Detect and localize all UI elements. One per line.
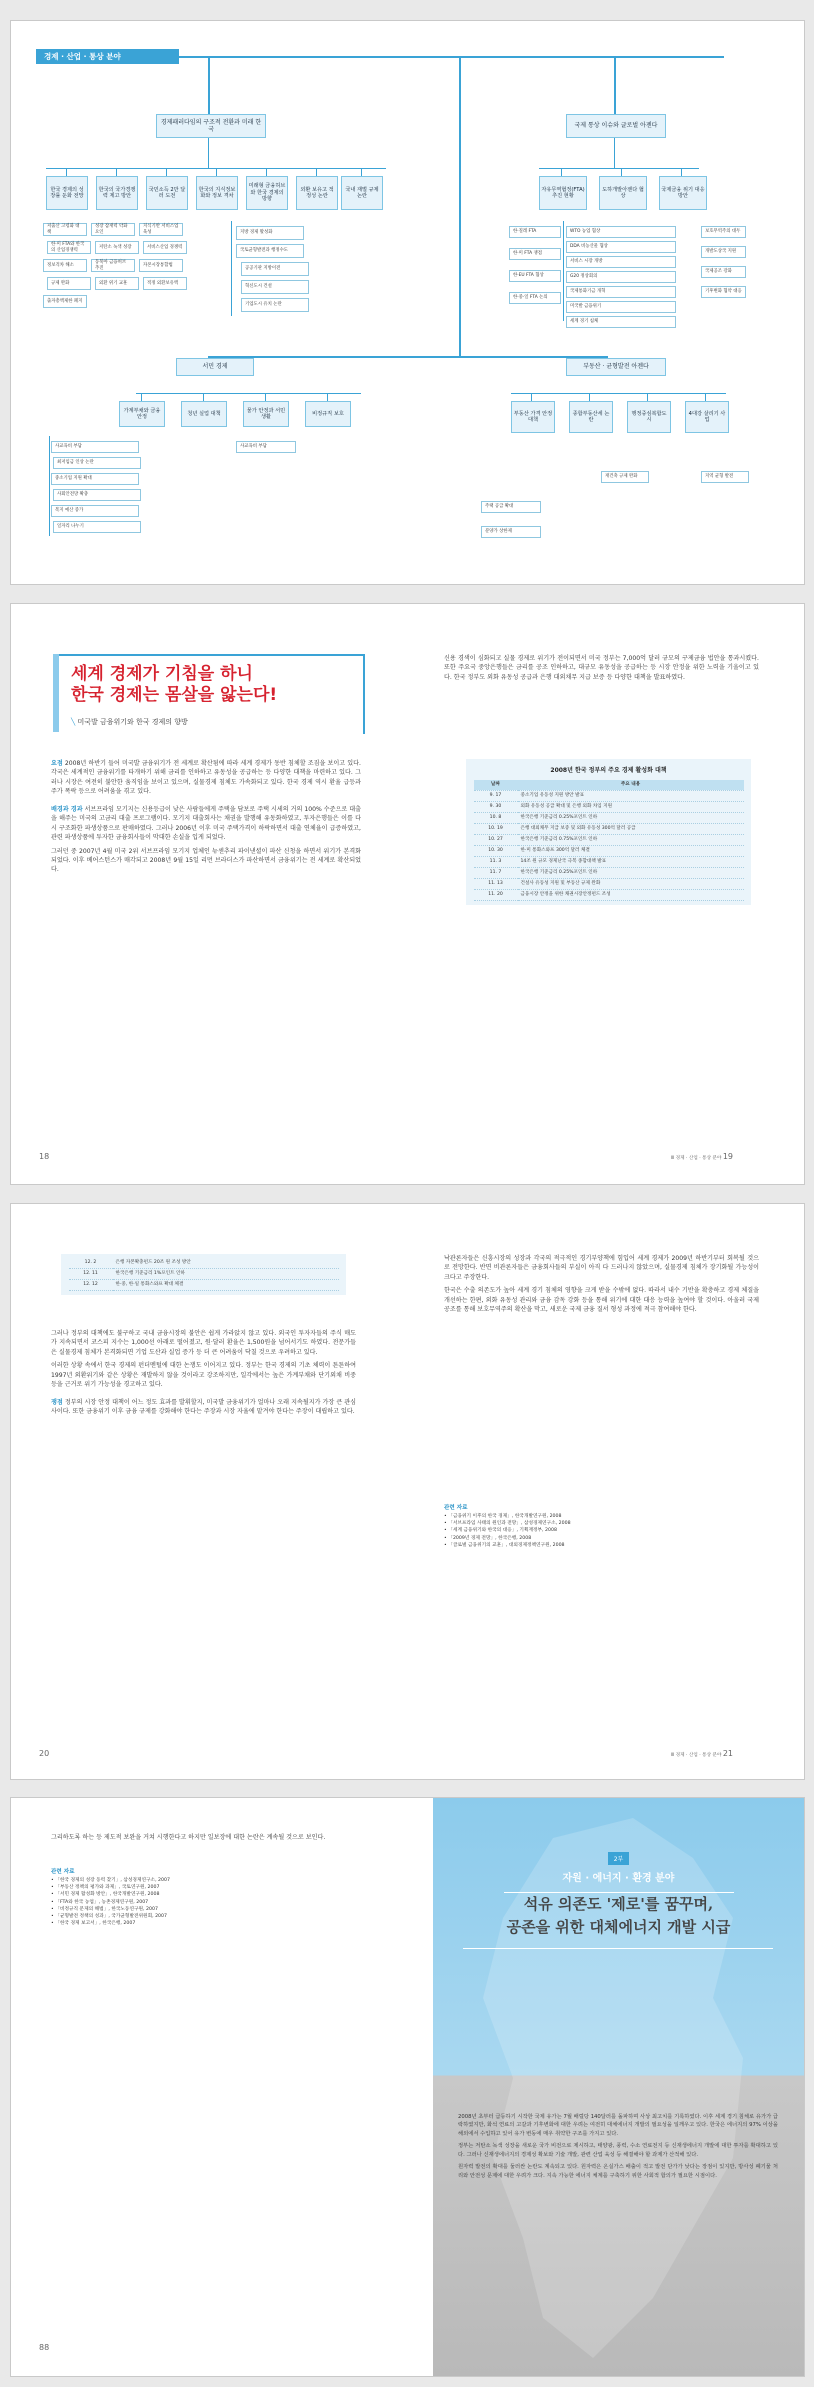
table-row — [474, 790, 744, 801]
table-cell-date: 12. 12 — [69, 1279, 113, 1290]
table-row — [474, 823, 744, 834]
table-cell-content: 중소기업 유동성 지원 방안 발표 — [518, 790, 744, 801]
left-topic-box: 미래형 금융허브와 한국 경제의 방향 — [246, 176, 288, 210]
connector — [116, 168, 117, 176]
connector — [327, 393, 328, 401]
page-spread-88 — [10, 1797, 805, 2377]
right-topic-box: 도하개발아젠다 협상 — [599, 176, 647, 210]
page-spread-20-21 — [10, 1203, 805, 1780]
right-subtopic: 한·칠레 FTA — [509, 226, 561, 238]
table-cell-content: 은행 대외채무 지급 보증 및 외화 유동성 300억 달러 공급 — [518, 823, 744, 834]
low-left-topic: 물가 안정과 서민 생활 — [243, 401, 289, 427]
connector — [589, 393, 590, 401]
page-number-left: 18 — [39, 1152, 50, 1161]
low-left-topic: 비정규직 보호 — [305, 401, 351, 427]
policy-table-continued — [61, 1254, 346, 1295]
table-cell-content: 한·미 통화스와프 300억 달러 체결 — [518, 845, 744, 856]
right-subtopic: 서비스 시장 개방 — [566, 256, 676, 268]
left-subtopic: 저탄소 녹색 성장 — [95, 241, 139, 254]
connector — [203, 393, 204, 401]
low-right-subtopic: 재건축 규제 완화 — [601, 471, 649, 483]
right-subtopic: 한·미 FTA 쟁점 — [509, 248, 561, 260]
right-subtopic: 보호무역주의 대두 — [701, 226, 746, 238]
low-left-subtopic: 사회안전망 확충 — [53, 489, 141, 501]
table-cell-content: 한국은행 기준금리 0.25%포인트 인하 — [518, 867, 744, 878]
left-topic-box: 한국의 지식정보화와 정보 격차 — [196, 176, 238, 210]
low-right-topic: 부동산 가격 안정 대책 — [511, 401, 555, 433]
chapter-category: 자원 · 에너지 · 환경 분야 — [562, 1873, 675, 1884]
low-left-topic: 가계부채와 금융 안정 — [119, 401, 165, 427]
connector — [316, 168, 317, 176]
table-row — [474, 889, 744, 900]
article-right-column: 낙관론자들은 신흥시장의 성장과 각국의 적극적인 경기부양책에 힘입어 세계 경제가 2009년 하반기부터 회복될 것으로 전망한다. 반면 비관론자들은 금융회사들의 부실이 아직 다 드러나지 않았으며, 실물경제 침체가 장기화될 가능성이 크다고 주장한다. 한국은 수출 의존도가 높아 세계 경기 침체의 영향을 크게 받을 수밖에 없다. 따라서 내수 기반을 확충하고 경제 체질을 개선하는 한편, 외화 유동성 관리와 금융 감독 강화 등을 통해 위기에 대한 대응 능력을 높여야 할 것이다. 아울러 국제 공조를 통해 보호무역주의 확산을 막고, 새로운 국제 금융 질서 형성 과정에 적극 참여해야 한다. — [444, 1255, 759, 1314]
left-subtopic: 자본시장통합법 — [139, 259, 183, 272]
table-cell-date: 11. 3 — [474, 856, 518, 867]
low-right-topic: 4대강 살리기 사업 — [685, 401, 729, 433]
reference-item: • 「글로벌 금융위기의 교훈」, 대외경제정책연구원, 2008 — [444, 1542, 565, 1548]
reference-item: • 「한국 경제의 성장 동력 찾기」, 삼성경제연구소, 2007 — [51, 1877, 170, 1883]
article-title: 세계 경제가 기침을 하니 한국 경제는 몸살을 앓는다! — [71, 664, 278, 706]
table-row — [474, 867, 744, 878]
connector — [166, 168, 167, 176]
references: 관련 자료 • 「금융위기 이후의 한국 경제」, 한국개발연구원, 2008 • 「서브프라임 사태의 원인과 전망」, 삼성경제연구소, 2008 • 「세계 금융위기와 한국의 대응」, 기획재정부, 2008 • 「2009년 경제 전망」, 한국은행, 2008 • 「글로벌 금융위기의 교훈」, 대외경제정책연구원, 2008 — [444, 1504, 759, 1549]
low-left-topic: 청년 실업 대책 — [181, 401, 227, 427]
connector — [141, 393, 142, 401]
table-cell-content: 한국은행 기준금리 1%포인트 인하 — [113, 1268, 339, 1279]
chapter-headline: 석유 의존도 '제로'를 꿈꾸며, 공존을 위한 대체에너지 개발 시급 — [506, 1895, 731, 1936]
page-number-right: Ⅲ 경제 · 산업 · 통상 분야 21 — [671, 1749, 734, 1758]
connector — [531, 393, 532, 401]
references: 관련 자료 • 「한국 경제의 성장 동력 찾기」, 삼성경제연구소, 2007 • 「부동산 정책의 평가와 과제」, 국토연구원, 2007 • 「서민 경제 활성화 방안」, 한국개발연구원, 2008 • 「FTA와 한국 농업」, 농촌경제연구원, 2007 • 「비정규직 문제의 해법」, 한국노동연구원, 2007 • 「균형발전 정책의 성과」, 국가균형발전위원회, 2007 • 「한국 경제 보고서」, 한국은행, 2007 — [51, 1868, 351, 1928]
connector — [647, 393, 648, 401]
left-subtopic: 출자총액제한 폐지 — [43, 295, 87, 308]
right-subtopic: 개발도상국 지원 — [701, 246, 746, 258]
connector — [705, 393, 706, 401]
right-subtopic: WTO 농업 협상 — [566, 226, 676, 238]
branch-trade-agenda: 국제 통상 이슈와 글로벌 아젠다 — [566, 114, 666, 138]
right-subtopic: 세계 경기 침체 — [566, 316, 676, 328]
reference-item: • 「서민 경제 활성화 방안」, 한국개발연구원, 2008 — [51, 1892, 160, 1898]
low-right-subtopic: 주택 공급 확대 — [481, 501, 541, 513]
right-subtopic: 한·EU FTA 협상 — [509, 270, 561, 282]
page-number-left: 20 — [39, 1749, 50, 1758]
table-row — [474, 856, 744, 867]
article-left-column: 그러나 정부의 대책에도 불구하고 국내 금융시장의 불안은 쉽게 가라앉지 않고 있다. 외국인 투자자들의 주식 매도가 지속되면서 코스피 지수는 1,000선 아래로 떨어졌고, 원·달러 환율은 1,500원을 넘어서기도 하였다. 전문가들은 실물경제 침체가 본격화되면 기업 도산과 실업 증가 등 더 큰 어려움이 닥칠 것으로 우려하고 있다. 이러한 상황 속에서 한국 경제의 펀더멘털에 대한 논쟁도 이어지고 있다. 정부는 한국 경제의 기초 체력이 튼튼하여 1997년 외환위기와 같은 상황은 재발하지 않을 것이라고 강조하지만, 일각에서는 높은 가계부채와 단기외채 비중 등을 근거로 위기 가능성을 경고하고 있다. 쟁점 정부의 시장 안정 대책이 어느 정도 효과를 발휘할지, 미국발 금융위기가 얼마나 오래 지속될지가 가장 큰 관심사이다. 또한 금융위기 이후 금융 규제를 강화해야 한다는 주장과 시장 자율에 맡겨야 한다는 주장이 대립하고 있다. — [51, 1330, 356, 1416]
low-left-subtopic-extra: 사교육비 부담 — [236, 441, 296, 453]
page-number-left: 88 — [39, 2343, 50, 2352]
mid-subtopic: 국토균형발전과 행정수도 — [236, 244, 304, 258]
left-topic-box: 국내 재벌 규제 논란 — [341, 176, 383, 210]
right-subtopic: 국제공조 강화 — [701, 266, 746, 278]
chapter-kicker: 2부 — [608, 1852, 630, 1865]
connector — [621, 168, 622, 176]
table-cell-content: 한국은행 기준금리 0.75%포인트 인하 — [518, 834, 744, 845]
table-cell-date: 10. 8 — [474, 812, 518, 823]
low-right-subtopic: 분양가 상한제 — [481, 526, 541, 538]
mid-subtopic: 공공기관 지방이전 — [241, 262, 309, 276]
right-topic-box: 국제금융 위기 대응 방안 — [659, 176, 707, 210]
connector — [561, 168, 562, 176]
branch-livelihood-economy: 서민 경제 — [176, 358, 254, 376]
table-row — [69, 1258, 339, 1268]
left-subtopic: 한·미 FTA와 한국의 산업경쟁력 — [47, 241, 91, 254]
chapter-body: 2008년 초부터 급등하기 시작한 국제 유가는 7월 배럴당 140달러를 돌파하며 사상 최고치를 기록하였다. 이후 세계 경기 침체로 유가가 급락하였지만, 화석 연료의 고갈과 기후변화에 대한 우려는 여전히 대체에너지 개발의 필요성을 일깨우고 있다. 한국은 에너지의 97% 이상을 해외에서 수입하고 있어 유가 변동에 매우 취약한 구조를 가지고 있다. 정부는 저탄소 녹색 성장을 새로운 국가 비전으로 제시하고, 태양광, 풍력, 수소 연료전지 등 신재생에너지 개발에 대한 투자를 확대하고 있다. 그러나 신재생에너지의 경제성 확보와 기술 개발, 관련 산업 육성 등 해결해야 할 과제가 산적해 있다. 원자력 발전의 확대를 둘러싼 논란도 계속되고 있다. 원자력은 온실가스 배출이 적고 발전 단가가 낮다는 장점이 있지만, 방사성 폐기물 처리와 안전성 문제에 대한 우려가 크다. 지속 가능한 에너지 체계를 구축하기 위한 사회적 합의가 필요한 시점이다. — [458, 2114, 778, 2179]
connector — [231, 221, 232, 316]
article-left-column: 요점 2008년 하반기 들어 미국발 금융위기가 전 세계로 확산됨에 따라 세계 경제가 동반 침체할 조짐을 보이고 있다. 각국은 세계적인 금융위기를 타개하기 위해 금리를 인하하고 유동성을 공급하는 등 다양한 대책을 마련하고 있다. 그러나 시장은 여전히 불안한 움직임을 보이고 있으며, 실물경제 침체도 가속화되고 있다. 한국 경제 역시 환율 급등과 주가 폭락 등으로 어려움을 겪고 있다. 배경과 경과 서브프라임 모기지는 신용등급이 낮은 사람들에게 주택을 담보로 주택 시세의 거의 100% 수준으로 대출을 해주는 미국의 고금리 대출 프로그램이다. 모기지 대출회사는 채권을 발행해 유동화하였고, 투자은행들은 이를 다시 구조화한 파생상품으로 판매하였다. 그러나 2006년 이후 미국 주택가격이 하락하면서 대출 연체율이 급증하였고, 관련 파생상품에 투자한 금융회사들이 막대한 손실을 입게 되었다. 그러던 중 2007년 4월 미국 2위 서브프라임 모기지 업체인 뉴센추리 파이낸셜이 파산 신청을 하면서 위기가 본격화되었다. 이후 베어스턴스가 매각되고 2008년 9월 15일 리먼 브라더스가 파산하면서 금융위기는 전 세계로 확산되었다. — [51, 760, 361, 874]
reference-item: • 「부동산 정책의 평가와 과제」, 국토연구원, 2007 — [51, 1884, 160, 1890]
chapter-opener — [433, 1798, 804, 2376]
left-subtopic: 적정 외환보유액 — [143, 277, 187, 290]
table-cell-content: 금융시장 안정을 위한 채권시장안정펀드 조성 — [518, 889, 744, 900]
left-subtopic: 규제 완화 — [47, 277, 91, 290]
mid-subtopic: 혁신도시 건설 — [241, 280, 309, 294]
category-header: 경제 · 산업 · 통상 분야 — [36, 49, 179, 64]
mid-subtopic: 지방 경제 활성화 — [236, 226, 304, 240]
page-spread-18-19 — [10, 603, 805, 1185]
branch-economic-paradigm: 경제패러다임의 구조적 전환과 미래 한국 — [156, 114, 266, 138]
table-cell-content: 한·중, 한·일 통화스와프 확대 체결 — [113, 1279, 339, 1290]
table-cell-content: 외화 유동성 공급 확대 및 은행 외화 차입 지원 — [518, 801, 744, 812]
left-topic-box: 국민소득 2만 달러 도전 — [146, 176, 188, 210]
page-mindmap — [10, 20, 805, 585]
table-cell-date: 12. 11 — [69, 1268, 113, 1279]
low-left-subtopic: 중소기업 지원 확대 — [51, 473, 139, 485]
connector — [66, 168, 67, 176]
table-row — [474, 878, 744, 889]
left-subtopic: 서비스산업 경쟁력 — [143, 241, 187, 254]
article-top-text: 그리하도록 하는 등 제도적 보완을 거쳐 시행한다고 하지만 일보장에 대한 논란은 계속될 것으로 보인다. — [51, 1834, 326, 1841]
left-subtopic: 외환 위기 교훈 — [95, 277, 139, 290]
policy-table: 2008년 한국 정부의 주요 경제 활성화 대책 날짜 주요 내용 9. 17 중소기업 유동성 지원 방안 발표 9. 30 외화 유동성 공급 확대 및 은행 외화 차입 지원 10. 8 한국은행 기준금리 0.25%포인트 인하 10. 19 은행 대외채무 지급 보증 및 외화 유동성 300억 달러 공급 10. 27 한국은행 기준금리 0.75%포인트 인하 10. 30 한·미 통화스와프 300억 달러 체결 11. 3 14조 원 규모 경제난국 극복 종합대책 발표 11. 7 한국은행 기준금리 0.25%포인트 인하 11. 13 건설사 유동성 지원 및 부동산 규제 완화 11. 20 금융시장 안정을 위한 채권시장안정펀드 조성 — [466, 759, 751, 905]
left-subtopic: 성장 잠재력 약화 요인 — [91, 223, 135, 236]
left-subtopic: 동북아 금융허브 추진 — [91, 259, 135, 272]
table-cell-date: 10. 27 — [474, 834, 518, 845]
table-cell-content: 건설사 유동성 지원 및 부동산 규제 완화 — [518, 878, 744, 889]
left-subtopic: 정보격차 해소 — [43, 259, 87, 272]
left-topic-box: 외환 보유고 적정성 논란 — [296, 176, 338, 210]
table-cell-date: 11. 13 — [474, 878, 518, 889]
reference-item: • 「FTA와 한국 농업」, 농촌경제연구원, 2007 — [51, 1899, 149, 1905]
table-row — [474, 812, 744, 823]
connector — [265, 393, 266, 401]
connector — [266, 168, 267, 176]
table-cell-content: 14조 원 규모 경제난국 극복 종합대책 발표 — [518, 856, 744, 867]
right-subtopic: 한·중·일 FTA 논의 — [509, 292, 561, 304]
reference-item: • 「서브프라임 사태의 원인과 전망」, 삼성경제연구소, 2008 — [444, 1520, 571, 1526]
reference-item: • 「금융위기 이후의 한국 경제」, 한국개발연구원, 2008 — [444, 1513, 562, 1519]
low-right-topic: 종합부동산세 논란 — [569, 401, 613, 433]
left-subtopic: 저출산 고령화 대책 — [43, 223, 87, 236]
right-subtopic: G20 정상회의 — [566, 271, 676, 283]
table-row — [474, 834, 744, 845]
table-cell-date: 10. 30 — [474, 845, 518, 856]
low-left-subtopic: 사교육비 부담 — [51, 441, 139, 453]
left-topic-box: 한국 경제의 성장률 둔화 전망 — [46, 176, 88, 210]
right-subtopic: DDA 비농산물 협상 — [566, 241, 676, 253]
table-row — [69, 1279, 339, 1290]
low-right-topic: 행정중심복합도시 — [627, 401, 671, 433]
reference-item: • 「세계 금융위기와 한국의 대응」, 기획재정부, 2008 — [444, 1528, 557, 1534]
low-left-subtopic: 복지 예산 증가 — [51, 505, 139, 517]
connector — [361, 168, 362, 176]
connector — [563, 221, 564, 321]
low-left-subtopic: 최저임금 인상 논란 — [53, 457, 141, 469]
low-left-subtopic: 일자리 나누기 — [53, 521, 141, 533]
table-cell-date: 10. 19 — [474, 823, 518, 834]
right-subtopic: 기후변화 협약 대응 — [701, 286, 746, 298]
reference-item: • 「비정규직 문제의 해법」, 한국노동연구원, 2007 — [51, 1906, 158, 1912]
article-subtitle: ╲ 미국발 금융위기와 한국 경제의 향방 — [71, 718, 188, 726]
table-cell-date: 9. 30 — [474, 801, 518, 812]
right-subtopic: 미국발 금융위기 — [566, 301, 676, 313]
reference-item: • 「균형발전 정책의 성과」, 국가균형발전위원회, 2007 — [51, 1914, 168, 1920]
mid-subtopic: 기업도시 유치 논란 — [241, 298, 309, 312]
table-cell-content: 은행 자본확충펀드 20조 원 조성 방안 — [113, 1258, 339, 1268]
table-cell-date: 11. 7 — [474, 867, 518, 878]
table-cell-content: 한국은행 기준금리 0.25%포인트 인하 — [518, 812, 744, 823]
article-right-column: 신용 경색이 심화되고 실물 경제로 위기가 전이되면서 미국 정부는 7,000억 달러 규모의 구제금융 법안을 통과시켰다. 또한 주요국 중앙은행들은 금리를 공조 인하하고, 대규모 유동성을 공급하는 등 시장 안정을 위한 노력을 기울이고 있다. 한국 정부도 외화 유동성 공급과 은행 대외채무 지급 보증 등 다양한 대책을 발표하였다. — [444, 655, 759, 681]
page-number-right: Ⅲ 경제 · 산업 · 통상 분야 19 — [671, 1152, 734, 1161]
table-row — [474, 845, 744, 856]
table-row — [474, 801, 744, 812]
connector — [216, 168, 217, 176]
table-cell-date: 11. 20 — [474, 889, 518, 900]
table-cell-date: 9. 17 — [474, 790, 518, 801]
branch-real-estate: 부동산 · 균형발전 아젠다 — [566, 358, 666, 376]
low-right-subtopic: 지역 균형 발전 — [701, 471, 749, 483]
connector — [49, 436, 50, 536]
table-row — [69, 1268, 339, 1279]
reference-item: • 「2009년 경제 전망」, 한국은행, 2008 — [444, 1535, 532, 1541]
left-subtopic: 지식기반 서비스업 육성 — [139, 223, 183, 236]
right-subtopic: 국제통화기금 개혁 — [566, 286, 676, 298]
right-topic-box: 자유무역협정(FTA) 추진 현황 — [539, 176, 587, 210]
left-topic-box: 한국의 국가경쟁력 제고 방안 — [96, 176, 138, 210]
table-cell-date: 12. 2 — [69, 1258, 113, 1268]
reference-item: • 「한국 경제 보고서」, 한국은행, 2007 — [51, 1921, 136, 1927]
connector — [681, 168, 682, 176]
